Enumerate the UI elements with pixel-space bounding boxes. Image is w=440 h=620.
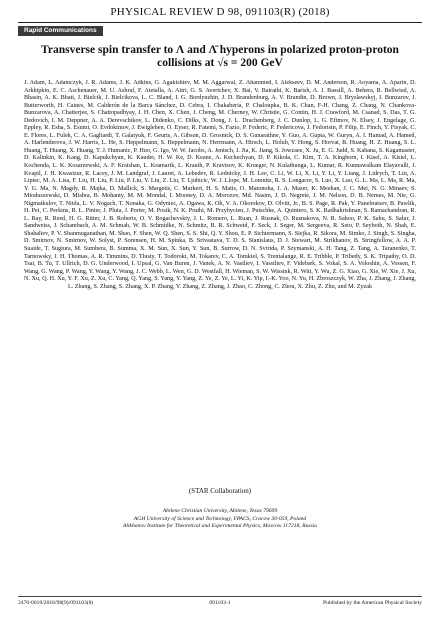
author-names: J. Adam, L. Adamczyk, J. R. Adams, J. K. Adkins, G. Agakishiev, M. M. Aggarwal, Z. Ahammed, I. Alekseev, D. M. Anderson, R. Aoyama, A. Aparin, D. Arkhipkin, E. C. Aschenauer, M. U. Ashraf, F. Atetalla, A. Attri, G. S. Averichev, X. Bai, V. Bairathi, K. Barish, A. J. Bassill, A. Behera, R. Bellwied, A. Bhasin, A. K. Bhati, J. Bielcik, J. Bielcikova, L. C. Bland, I. G. Bordyuzhin, J. D. Brandenburg, A. V. Brandin, D. Brown, J. Bryslawskyj, I. Bunzarov, J. Butterworth, H. Caines, M. Calderón de la Barca Sánchez, D. Cebra, I. Chakaberia, P. Chaloupka, B. K. Chan, F-H. Chang, Z. Chang, N. Chankova-Bunzarova, A. Chatterjee, S. Chattopadhyay, J. H. Chen, X. Chen, J. Cheng, M. Cherney, W. Christie, G. Contin, H. J. Crawford, M. Csanad, S. Das, T. G. Dedovich, I. M. Deppner, A. A. Derevschikov, L. Didenko, C. Dilks, X. Dong, J. L. Drachenberg, J. C. Dunlop, L. G. Efimov, N. Elsey, J. Engelage, G. Eppley, R. Esha, S. Esumi, O. Evdokimov, J. Ewigleben, O. Eyser, R. Fatemi, S. Fazio, P. Federic, P. Federicova, J. Fedorisin, P. Filip, E. Finch, Y. Fisyak, C. E. Flores, L. Fulek, C. A. Gagliardi, T. Galatyuk, F. Geurts, A. Gibson, D. Grosnick, D. S. Gunarathne, Y. Guo, A. Gupta, W. Guryn, A. I. Hamad, A. Hamed, A. Harlenderova, J. W. Harris, L. He, S. Heppelmann, S. Heppelmann, N. Herrmann, A. Hirsch, L. Holub, Y. Hong, S. Horvat, B. Huang, H. Z. Huang, S. L. Huang, T. Huang, X. Huang, T. J. Humanic, P. Huo, G. Igo, W. W. Jacobs, A. Jentsch, J. Jia, K. Jiang, S. Jowzaee, X. Ju, E. G. Judd, S. Kabana, S. Kagamaster, D. Kalinkin, K. Kang, D. Kapukchyan, K. Kauder, H. W. Ke, D. Keane, A. Kechechyan, D. P. Kikoła, C. Kim, T. A. Kinghorn, I. Kisel, A. Kisiel, L. Kochenda, L. K. Kosarzewski, A. F. Kraishan, L. Kramarik, L. Krauth, P. Kravtsov, K. Krueger, N. Kulathunga, L. Kumar, R. Kunnawalkam Elayavalli, J. Kvapil, J. H. Kwasizur, R. Lacey, J. M. Landgraf, J. Lauret, A. Lebedev, R. Lednicky, J. H. Lee, C. Li, W. Li, X. Li, Y. Li, Y. Liang, J. Lidrych, T. Lin, A. Lipiec, M. A. Lisa, F. Liu, H. Liu, P. Liu, P. Liu, Y. Liu, Z. Liu, T. Ljubicic, W. J. Llope, M. Lomnitz, R. S. Longacre, S. Luo, X. Luo, G. L. Ma, L. Ma, R. Ma, Y. G. Ma, N. Magdy, R. Majka, D. Mallick, S. Margetis, C. Markert, H. S. Matis, O. Matonoha, J. A. Mazer, K. Meehan, J. C. Mei, N. G. Minaev, S. Mioduszewski, D. Mishra, B. Mohanty, M. M. Mondal, I. Mooney, D. A. Morozov, Md. Nasim, J. D. Negrete, J. M. Nelson, D. B. Nemes, M. Nie, G. Nigmatkulov, T. Niida, L. V. Nogach, T. Nonaka, G. Odyniec, A. Ogawa, K. Oh, V. A. Okorokov, D. Olvitt, Jr., B. S. Page, R. Pak, Y. Panebratsev, B. Pawlik, H. Pei, C. Perkins, R. L. Pinter, J. Pluta, J. Porter, M. Posik, N. K. Pruthi, M. Przybycien, J. Putschke, A. Quintero, S. K. Radhakrishnan, S. Ramachandran, R. L. Ray, R. Reed, H. G. Ritter, J. B. Roberts, O. V. Rogachevskiy, J. L. Romero, L. Ruan, J. Rusnak, O. Rusnakova, N. R. Sahoo, P. K. Sahu, S. Salur, J. Sandweiss, J. Schambach, A. M. Schmah, W. B. Schmidke, N. Schmitz, B. R. Schweid, F. Seck, J. Seger, M. Sergeeva, R. Seto, P. Seyboth, N. Shah, E. Shahaliev, P. V. Shanmuganathan, M. Shao, F. Shen, W. Q. Shen, S. S. Shi, Q. Y. Shou, E. P. Sichtermann, S. Siejka, R. Sikora, M. Simko, J. Singh, S. Singha, D. Smirnov, N. Smirnov, W. Solyst, P. Sorensen, H. M. Spinka, B. Srivastava, T. D. S. Stanislaus, D. J. Stewart, M. Strikhanov, B. Stringfellow, A. A. P. Suaide, T. Sugiura, M. Sumbera, B. Summa, X. M. Sun, X. Sun, Y. Sun, B. Surrow, D. N. Svirida, P. Szymanski, A. H. Tang, Z. Tang, A. Taranenko, T. Tarnowsky, J. H. Thomas, A. R. Timmins, D. Tlusty, T. Todoroki, M. Tokarev, C. A. Tomkiel, S. Trentalange, R. E. Tribble, P. Tribedy, S. K. Tripathy, O. D. Tsai, B. Tu, T. Ullrich, D. G. Underwood, I. Upsal, G. Van Buren, J. Vanek, A. N. Vasiliev, I. Vassiliev, F. Videbæk, S. Vokal, S. A. Voloshin, A. Vossen, F. Wang, G. Wang, P. Wang, Y. Wang, Y. Wang, J. C. Webb, L. Wen, G. D. Westfall, H. Wieman, S. W. Wissink, R. Witt, Y. Wu, Z. G. Xiao, G. Xie, W. Xie, J. Xu, N. Xu, Q. H. Xu, Y. F. Xu, Z. Xu, C. Yang, Q. Yang, S. Yang, Y. Yang, Z. Ye, Z. Ye, L. Yi, K. Yip, I.-K. Yoo, N. Yu, H. Zbroszczyk, W. Zha, J. Zhang, J. Zhang, L. Zhang, S. Zhang, S. Zhang, X. P. Zhang, Y. Zhang, Z. Zhang, J. Zhao, C. Zhong, C. Zhou, X. Zhu, Z. Zhu, and M. Zyzak — [24, 80, 416, 290]
author-list — [24, 80, 416, 478]
footer-publisher: Published by the American Physical Society — [323, 600, 422, 606]
section-tab: Rapid Communications — [18, 26, 103, 36]
article-title — [30, 44, 410, 70]
header-rule — [18, 22, 422, 23]
affiliation-list — [20, 508, 420, 531]
collaboration-name: (STAR Collaboration) — [188, 487, 252, 495]
page-footer — [18, 598, 422, 608]
affiliation-3: Alikhanov Institute for Theoretical and Experimental Physics, Moscow 117218, Russia — [122, 523, 318, 529]
footer-rule — [18, 596, 422, 597]
footer-page-number: 091103-1 — [209, 600, 231, 606]
affiliation-1: Abilene Christian University, Abilene, Texas 79699 — [162, 508, 278, 514]
journal-header: PHYSICAL REVIEW D 98, 091103(R) (2018) — [110, 6, 330, 18]
affiliation-2: AGH University of Science and Technology, FPACS, Cracow 30-059, Poland — [133, 515, 307, 522]
title-line-2: collisions at √s = 200 GeV — [157, 57, 283, 69]
title-line-1: Transverse spin transfer to Λ and Λ̄ hyperons in polarized proton-proton — [41, 44, 399, 56]
footer-issn: 2470-0010/2018/98(9)/091103(8) — [18, 600, 94, 606]
